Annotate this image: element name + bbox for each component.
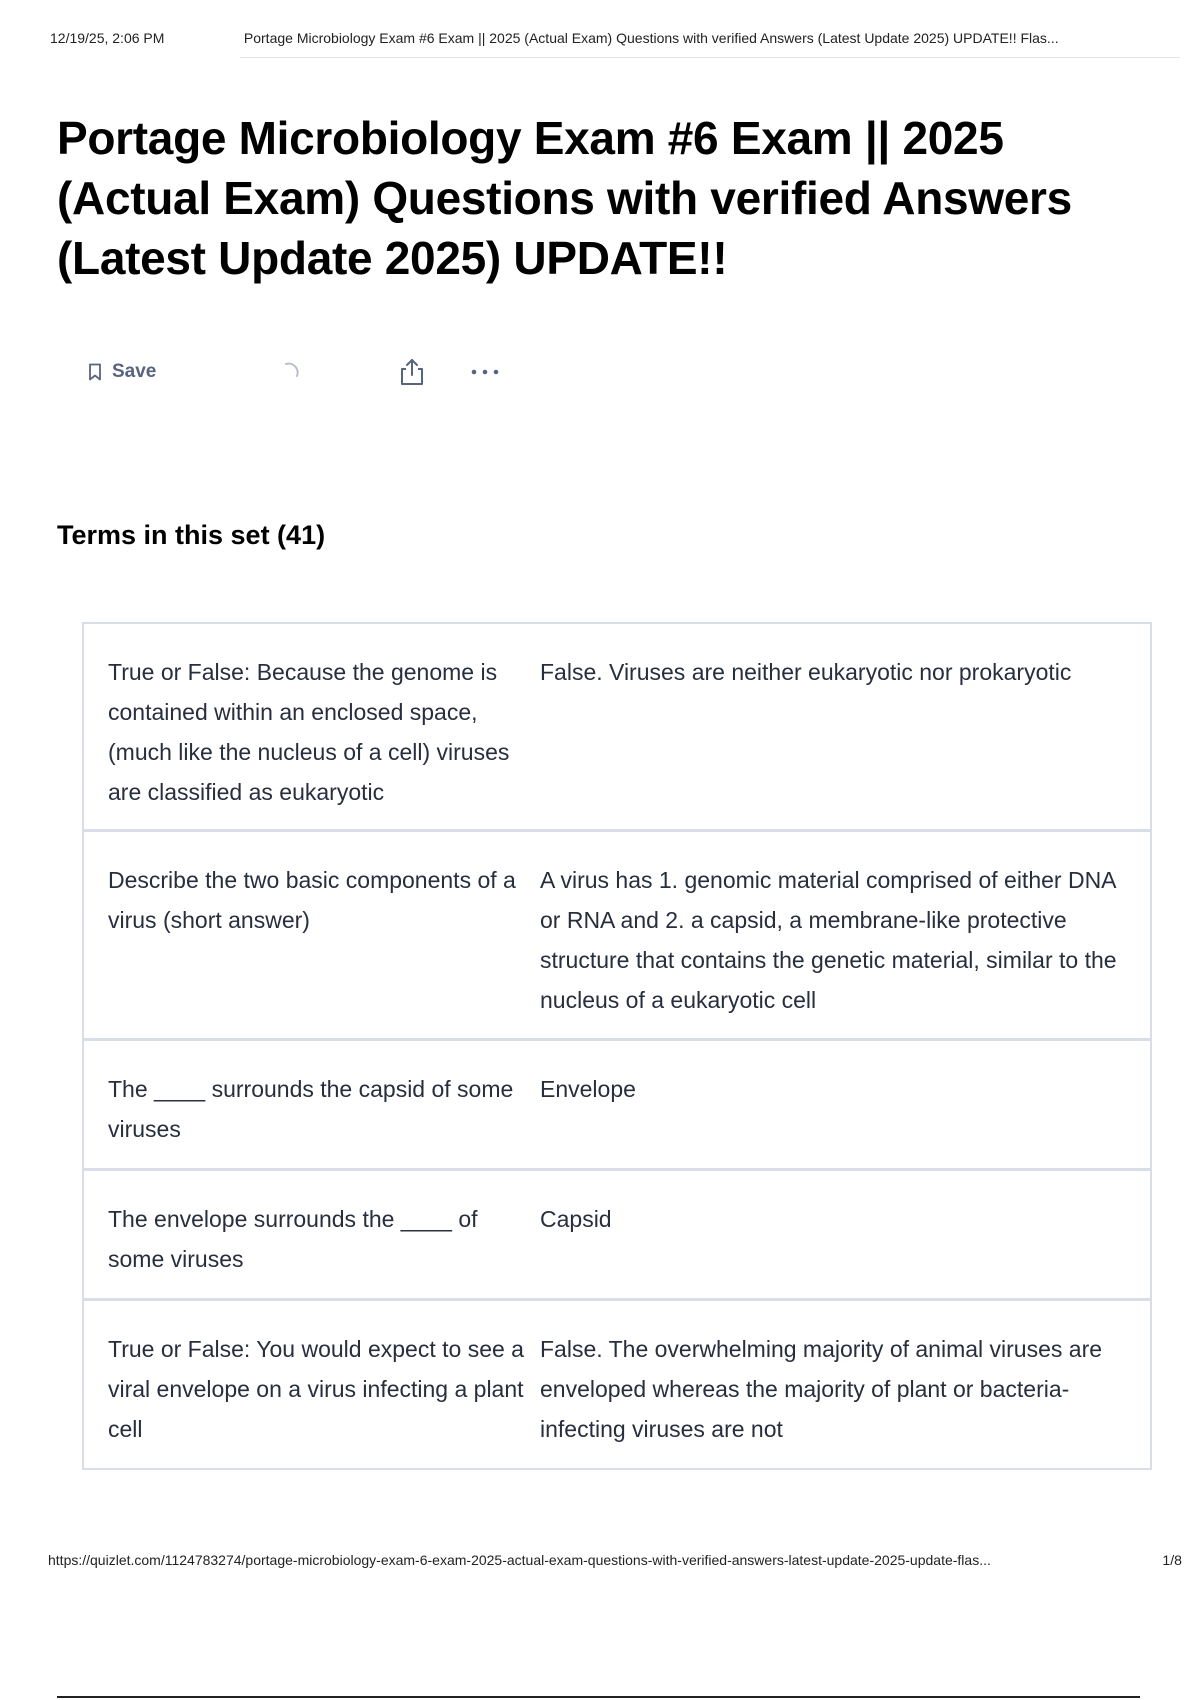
card-term-text: The ____ surrounds the capsid of some viruses	[108, 1076, 514, 1142]
card-term	[84, 624, 540, 829]
card-term	[84, 1041, 540, 1168]
spinner-icon	[278, 356, 302, 388]
print-footer	[48, 1552, 1188, 1568]
print-datetime: 12/19/25, 2:06 PM	[50, 30, 165, 46]
header-divider	[240, 57, 1180, 58]
card-definition	[540, 832, 1150, 1038]
share-icon	[398, 357, 426, 387]
card-definition	[540, 624, 1150, 829]
share-button[interactable]	[398, 356, 426, 388]
bottom-divider	[57, 1696, 1140, 1698]
set-toolbar	[88, 356, 528, 388]
more-options-button[interactable]	[470, 356, 500, 388]
card-definition-text: Capsid	[540, 1206, 612, 1232]
print-url: https://quizlet.com/1124783274/portage-microbiology-exam-6-exam-2025-actual-exam-questions-with-verified-answers-latest-update-2025-update-flas...	[48, 1552, 991, 1568]
terms-list	[82, 622, 1152, 1470]
card-term	[84, 1301, 540, 1468]
card-term-text: Describe the two basic components of a virus (short answer)	[108, 867, 516, 933]
term-card	[82, 831, 1152, 1040]
card-definition	[540, 1171, 1150, 1298]
card-definition-text: False. The overwhelming majority of animal viruses are enveloped whereas the majority of plant or bacteria-infecting viruses are not	[540, 1336, 1103, 1442]
print-header	[50, 30, 1180, 46]
page-title: Portage Microbiology Exam #6 Exam || 2025 (Actual Exam) Questions with verified Answers (Latest Update 2025) UPDATE!!	[57, 112, 1072, 284]
card-term-text: The envelope surrounds the ____ of some viruses	[108, 1206, 478, 1272]
page-number: 1/8	[1162, 1552, 1182, 1568]
print-doc-title: Portage Microbiology Exam #6 Exam || 2025 (Actual Exam) Questions with verified Answers (Latest Update 2025) UPDATE!! Flas...	[243, 30, 1059, 46]
card-term-text: True or False: Because the genome is contained within an enclosed space, (much like the nucleus of a cell) viruses are classified as eukaryotic	[108, 659, 510, 805]
term-card	[82, 1300, 1152, 1470]
more-horizontal-icon	[470, 368, 500, 376]
card-definition	[540, 1301, 1150, 1468]
card-definition-text: A virus has 1. genomic material comprised of either DNA or RNA and 2. a capsid, a membrane-like protective structure that contains the genetic material, similar to the nucleus of a eukaryotic cell	[540, 867, 1117, 1013]
term-card	[82, 1040, 1152, 1170]
terms-heading: Terms in this set (41)	[57, 520, 326, 550]
card-term-text: True or False: You would expect to see a viral envelope on a virus infecting a plant cell	[108, 1336, 524, 1442]
card-term	[84, 832, 540, 1038]
save-button-label: Save	[112, 361, 157, 382]
card-term	[84, 1171, 540, 1298]
card-definition-text: Envelope	[540, 1076, 636, 1102]
term-card	[82, 622, 1152, 831]
term-card	[82, 1170, 1152, 1300]
card-definition-text: False. Viruses are neither eukaryotic nor prokaryotic	[540, 659, 1072, 685]
bookmark-icon	[88, 363, 102, 381]
save-button[interactable]	[88, 356, 156, 388]
card-definition	[540, 1041, 1150, 1168]
